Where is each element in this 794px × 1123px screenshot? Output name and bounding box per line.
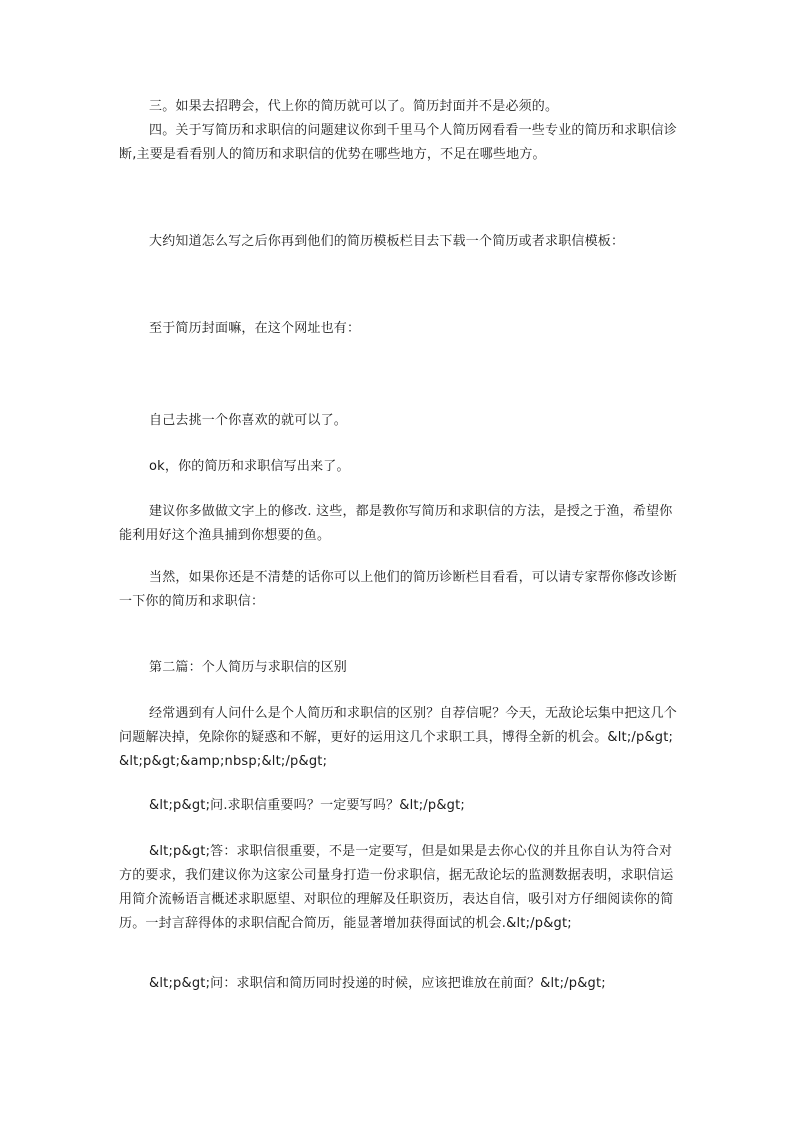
paragraph-writing-advice: 四。关于写简历和求职信的问题建议你到千里马个人简历网看看一些专业的简历和求职信诊断,主要是看看别人的简历和求职信的优势在哪些地方，不足在哪些地方。 (119, 123, 678, 162)
paragraph-pick-favorite: 自己去挑一个你喜欢的就可以了。 (149, 413, 348, 428)
paragraph-cover-url: 至于简历封面嘛，在这个网址也有： (149, 321, 361, 336)
paragraph-answer-importance: &lt;p&gt;答：求职信很重要，不是一定要写，但是如果是去你心仪的并且你自认为符合对方的要求，我们建议你为这家公司量身打造一份求职信，据无敌论坛的监测数据表明，求职信运用简介流畅语言概述求职愿望、对职位的理解及任职资历，表达自信，吸引对方仔细阅读你的简历。一封言辞得体的求职信配合简历，能显著增加获得面试的机会.&lt;/p&gt; (119, 844, 674, 931)
paragraph-resume-cover-note: 三。如果去招聘会，代上你的简历就可以了。简历封面并不是必须的。 (149, 99, 559, 114)
paragraph-template-download: 大约知道怎么写之后你再到他们的简历模板栏目去下载一个简历或者求职信模板： (149, 234, 625, 249)
paragraph-ok-done: ok，你的简历和求职信写出来了。 (149, 459, 350, 474)
paragraph-intro-difference: 经常遇到有人问什么是个人简历和求职信的区别？自荐信呢？今天，无敌论坛集中把这几个问题解决掉，免除你的疑惑和不解，更好的运用这几个求职工具，博得全新的机会。&lt;/p&gt; &lt;p&gt;&amp;nbsp;&lt;/p&gt; (119, 706, 678, 769)
section-heading-second-article: 第二篇：个人简历与求职信的区别 (149, 660, 348, 675)
paragraph-question-order: &lt;p&gt;问：求职信和简历同时投递的时候，应该把谁放在前面？&lt;/p&gt; (149, 976, 606, 991)
paragraph-question-importance: &lt;p&gt;问.求职信重要吗？一定要写吗？&lt;/p&gt; (149, 798, 466, 813)
paragraph-diagnosis-column: 当然，如果你还是不清楚的话你可以上他们的简历诊断栏目看看，可以请专家帮你修改诊断一下你的简历和求职信： (119, 570, 678, 609)
paragraph-revise-suggestion: 建议你多做做文字上的修改. 这些，都是教你写简历和求职信的方法，是授之于渔，希望你能利用好这个渔具捕到你想要的鱼。 (119, 504, 673, 543)
